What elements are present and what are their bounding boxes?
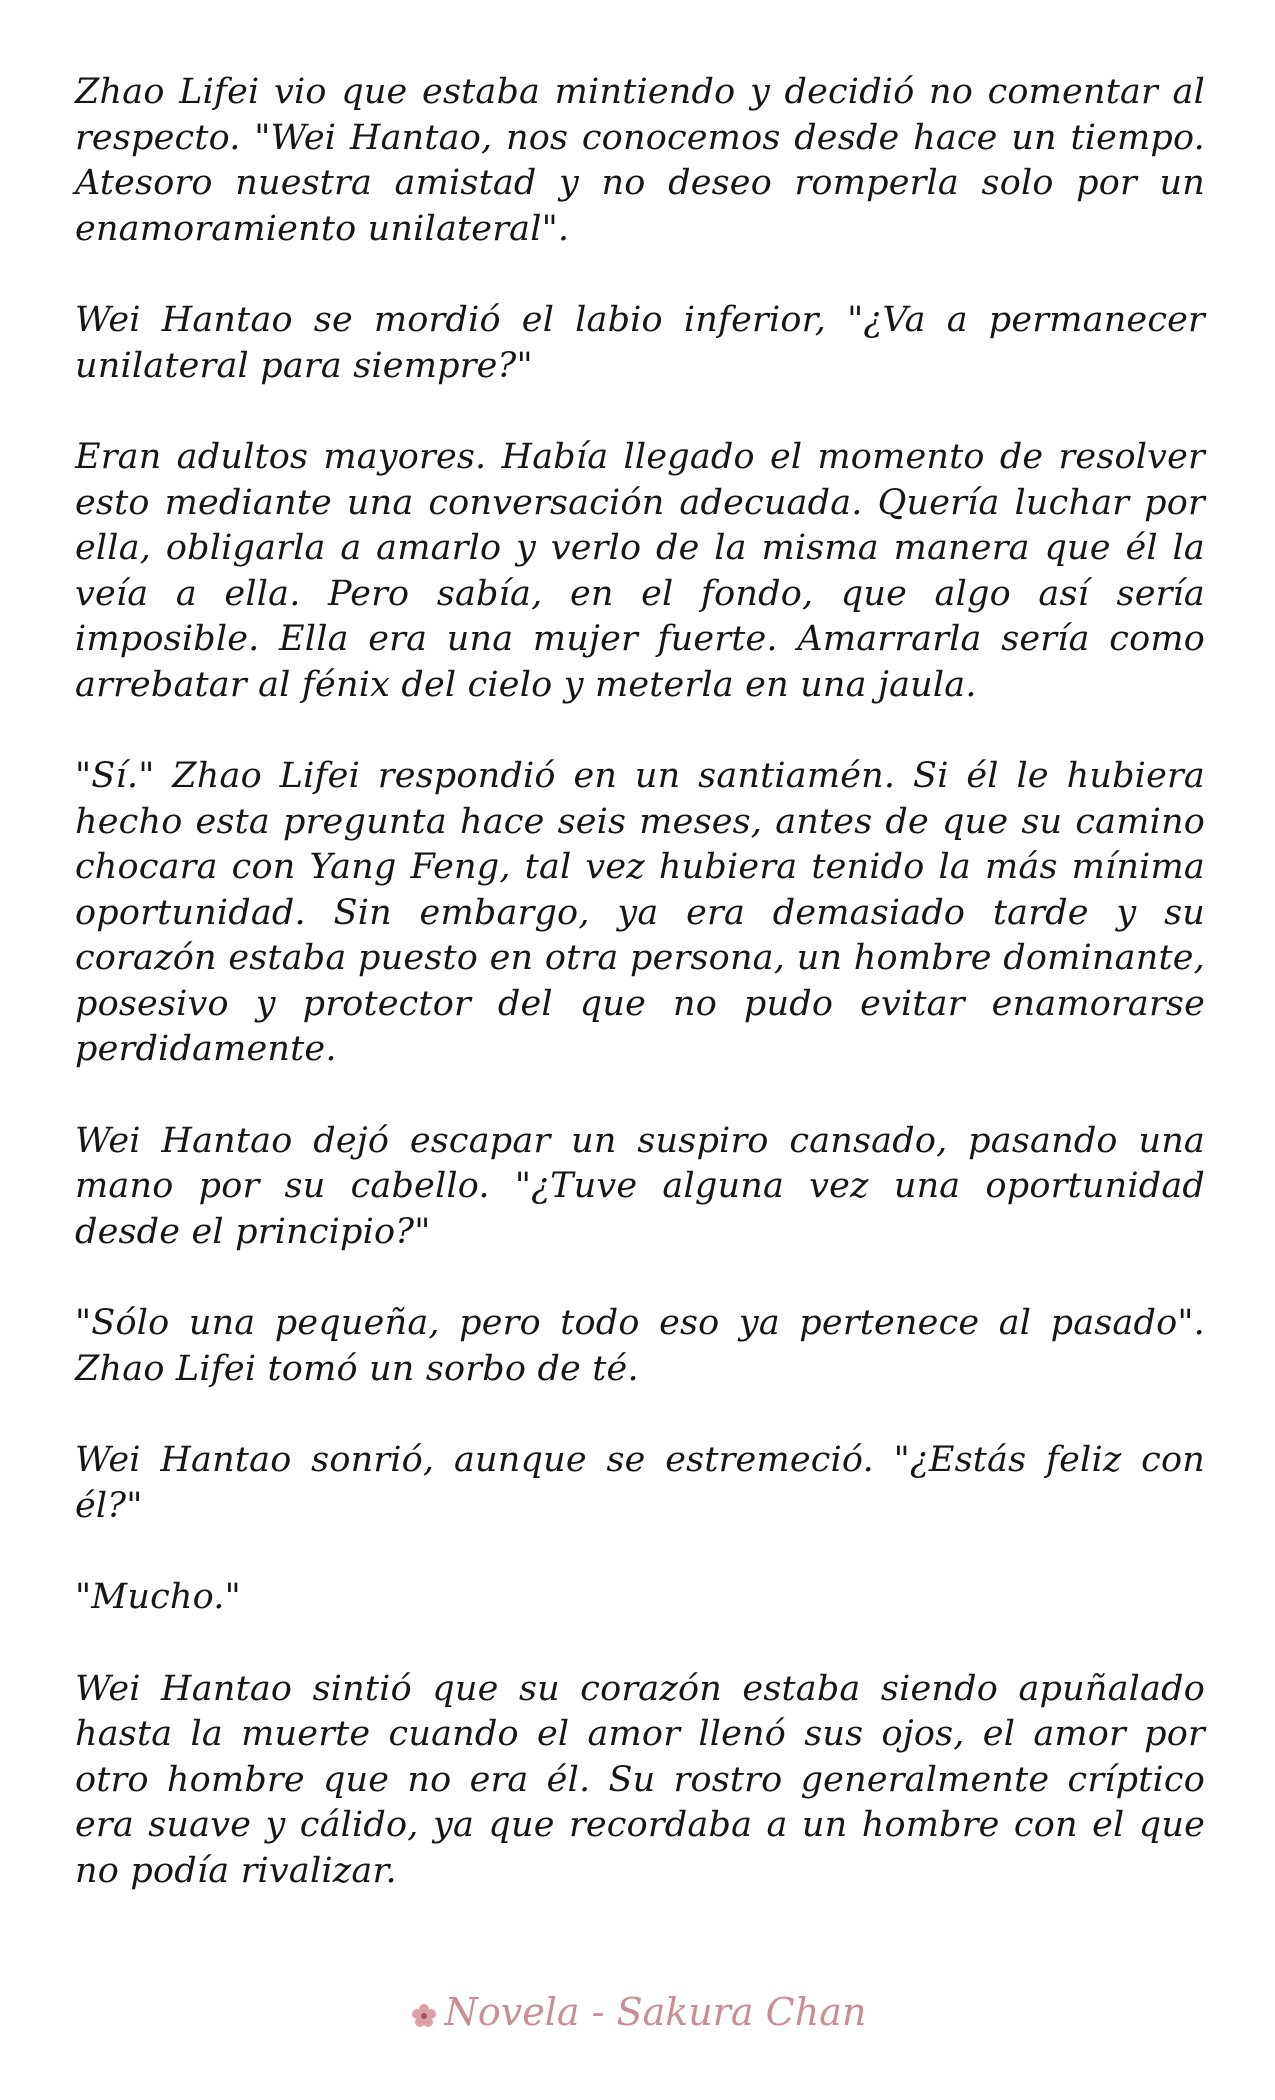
paragraph-8: "Mucho." bbox=[75, 1577, 241, 1617]
paragraph-7: Wei Hantao sonrió, aunque se estremeció. "¿Estás feliz con él?" bbox=[75, 1440, 1205, 1526]
paragraph-4: "Sí." Zhao Lifei respondió en un santiamén. Si él le hubiera hecho esta pregunta hace seis meses, antes de que su camino chocara con Yang Feng, tal vez hubiera tenido la más mínima oportunidad. Sin embargo, ya era demasiado tarde y su corazón estaba puesto en otra persona, un hombre dominante, posesivo y protector del que no pudo evitar enamorarse perdidamente. bbox=[75, 756, 1205, 1069]
paragraph-3: Eran adultos mayores. Había llegado el momento de resolver esto mediante una conversación adecuada. Quería luchar por ella, obligarla a amarlo y verlo de la misma manera que él la veía a ella. Pero sabía, en el fondo, que algo así sería imposible. Ella era una mujer fuerte. Amarrarla sería como arrebatar al fénix del cielo y meterla en una jaula. bbox=[75, 437, 1205, 705]
chapter-text bbox=[75, 70, 1205, 1940]
paragraph-2: Wei Hantao se mordió el labio inferior, "¿Va a permanecer unilateral para siempre?" bbox=[75, 300, 1205, 386]
watermark bbox=[0, 1990, 1275, 2034]
paragraph-1: Zhao Lifei vio que estaba mintiendo y decidió no comentar al respecto. "Wei Hantao, nos conocemos desde hace un tiempo. Atesoro nuestra amistad y no deseo romperla solo por un enamoramiento unilateral". bbox=[75, 72, 1205, 249]
paragraph-6: "Sólo una pequeña, pero todo eso ya pertenece al pasado". Zhao Lifei tomó un sorbo de té. bbox=[75, 1303, 1205, 1389]
paragraph-9: Wei Hantao sintió que su corazón estaba siendo apuñalado hasta la muerte cuando el amor llenó sus ojos, el amor por otro hombre que no era él. Su rostro generalmente críptico era suave y cálido, ya que recordaba a un hombre con el que no podía rivalizar. bbox=[75, 1668, 1205, 1891]
sakura-flower-icon bbox=[409, 2001, 439, 2031]
watermark-text: Novela - Sakura Chan bbox=[444, 1990, 867, 2034]
paragraph-5: Wei Hantao dejó escapar un suspiro cansado, pasando una mano por su cabello. "¿Tuve alguna vez una oportunidad desde el principio?" bbox=[75, 1120, 1205, 1252]
